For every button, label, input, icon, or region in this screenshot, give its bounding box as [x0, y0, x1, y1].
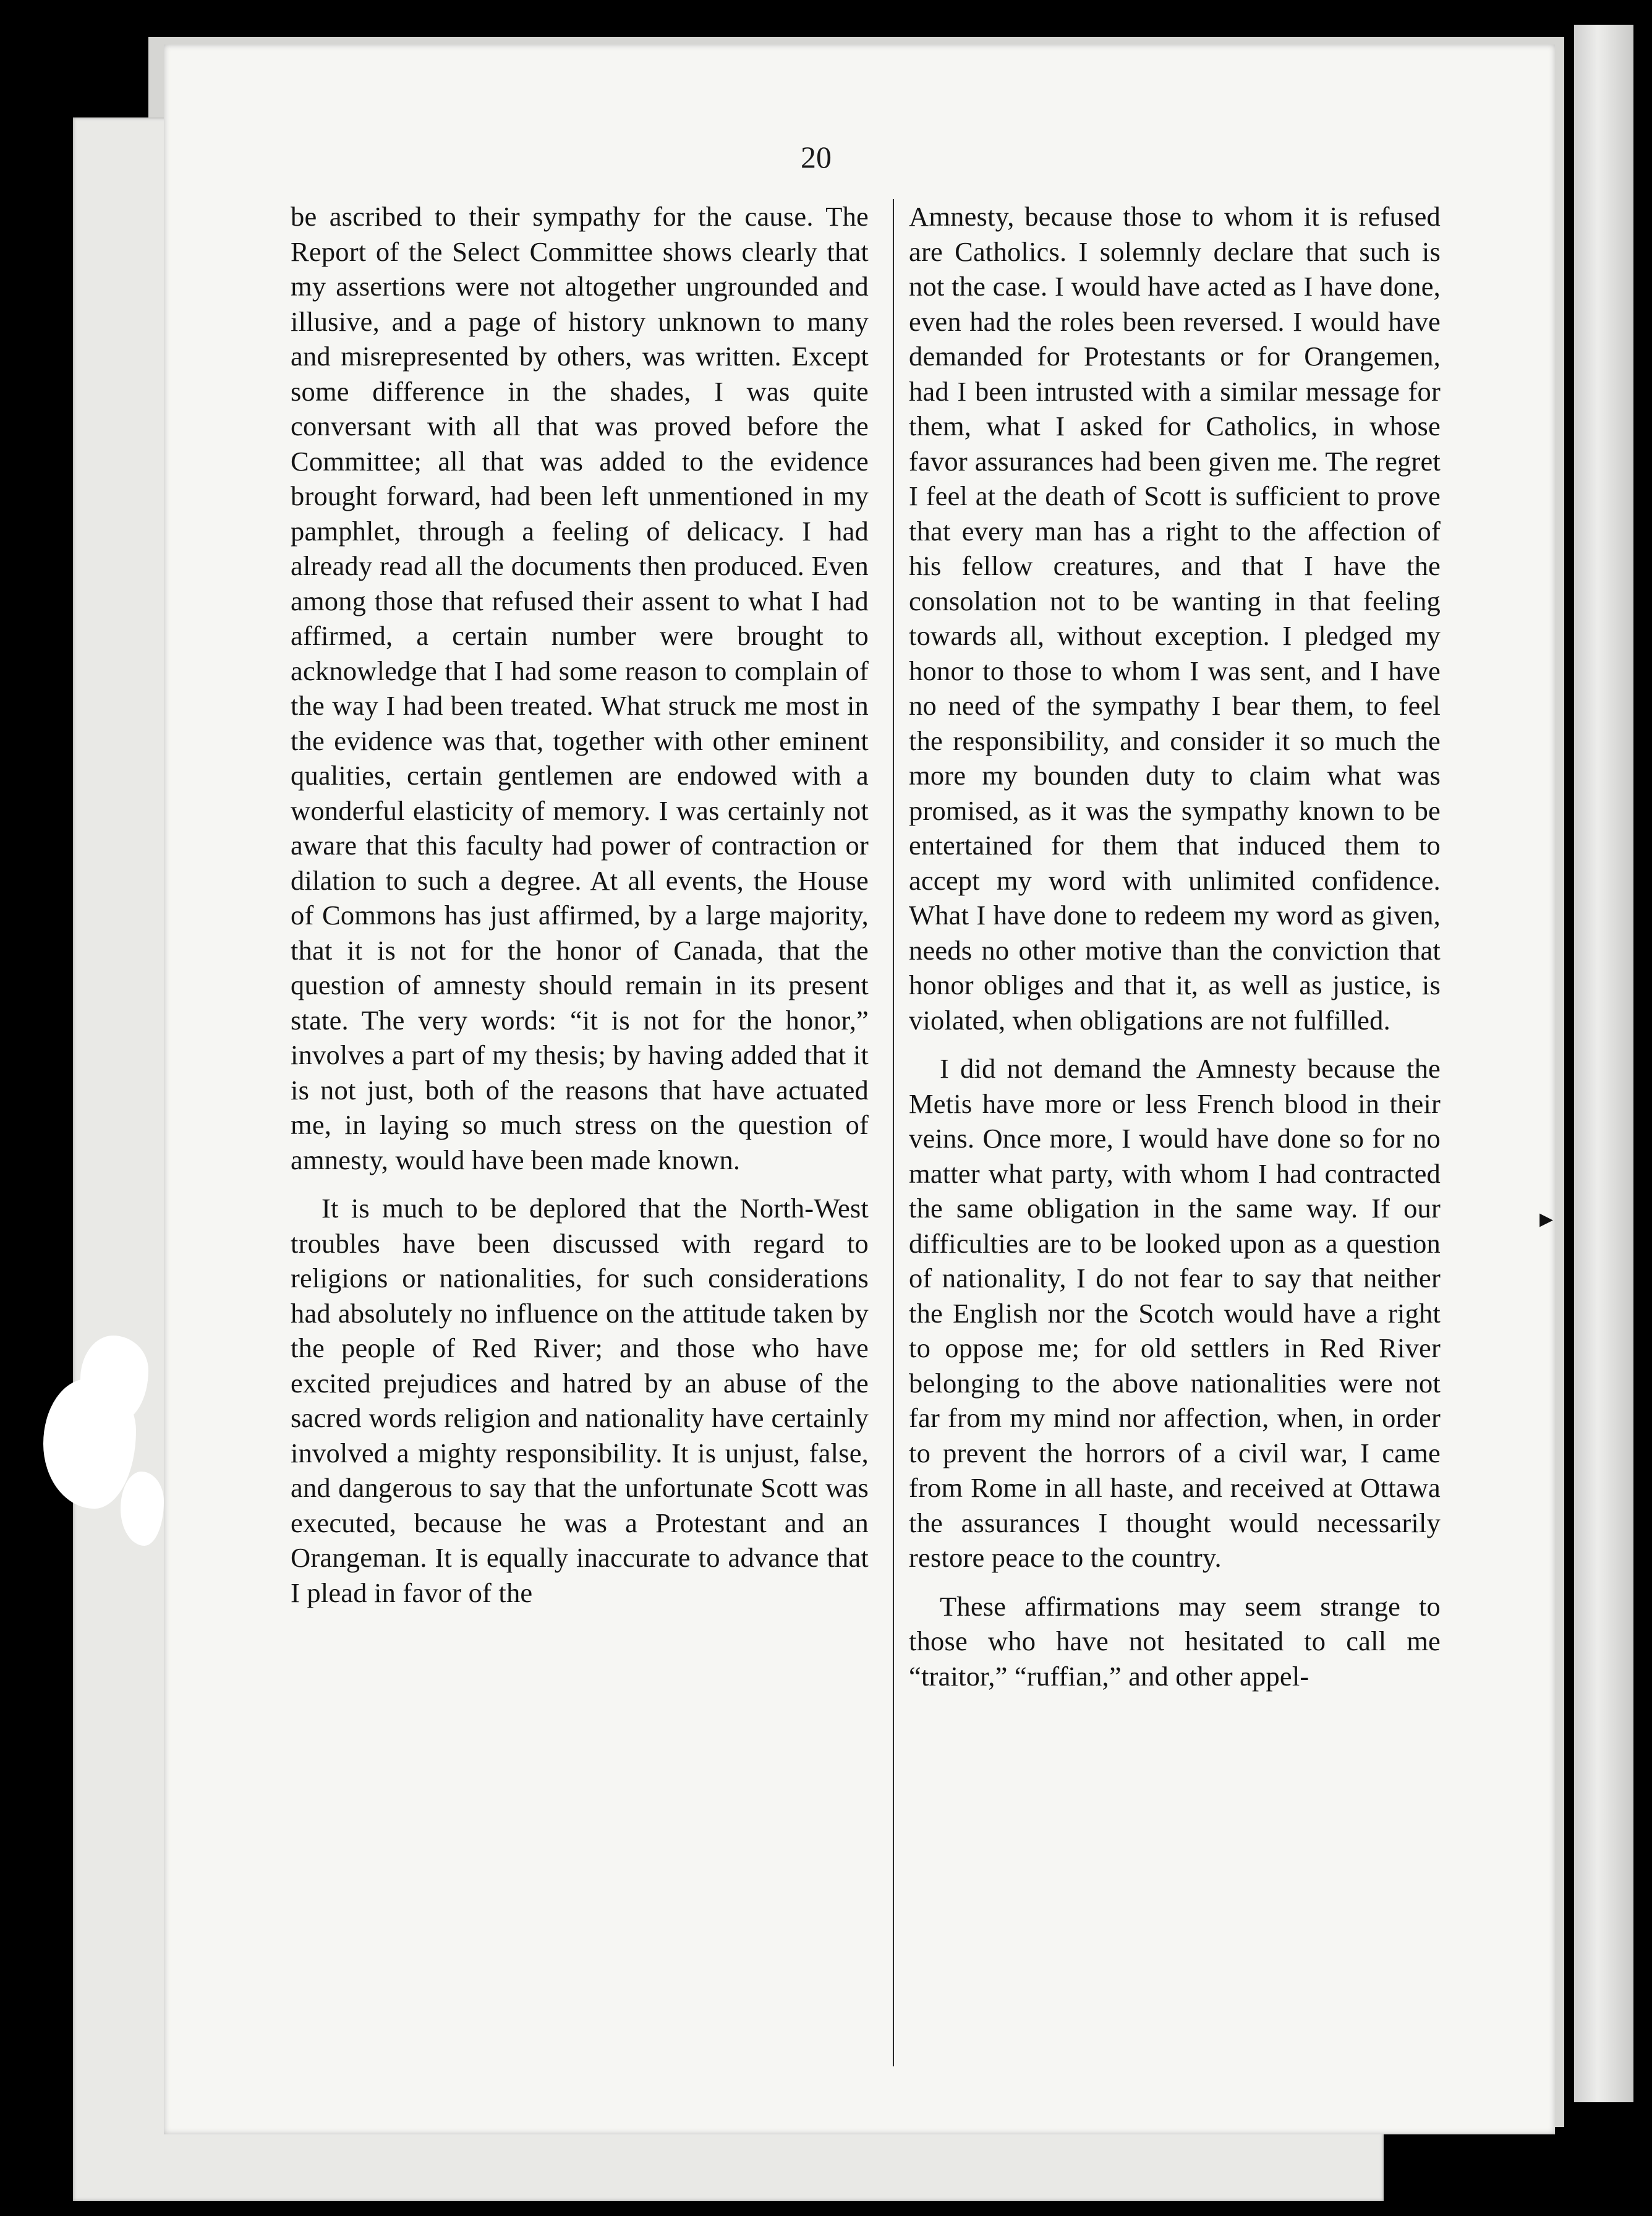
- left-paragraph-2: It is much to be deplored that the North-West troubles have been discussed with regard to religions or nationalities, for such considerations had absolutely no influence on the attitude taken by the people of Red River; and those who have excited prejudices and hatred by an abuse of the sacred words religion and nationality have certainly involved a mighty responsibility. It is unjust, false, and dangerous to say that the unfortunate Scott was executed, because he was a Protestant and an Orangeman. It is equally inaccurate to advance that I plead in favor of the: [291, 1193, 869, 1608]
- left-text-column: [291, 199, 869, 1624]
- margin-arrow-icon: ▸: [1539, 1203, 1554, 1234]
- right-paragraph-2: I did not demand the Amnesty because the Metis have more or less French blood in their veins. Once more, I would have done so for no matter what party, with whom I had contracted the same obligation in the same way. If our difficulties are to be looked upon as a question of nationality, I do not fear to say that neither the English nor the Scotch would have a right to oppose me; for old settlers in Red River belonging to the above nationalities were not far from my mind nor affection, when, in order to prevent the horrors of a civil war, I came from Rome in all haste, and received at Ottawa the assurances I thought would necessarily restore peace to the country.: [909, 1053, 1441, 1573]
- right-text-column: [909, 199, 1441, 1707]
- column-divider: [893, 199, 894, 2066]
- right-paragraph-3: These affirmations may seem strange to those who have not hesitated to call me “traitor,” “ruffian,” and other appel-: [909, 1590, 1441, 1692]
- page-number: 20: [801, 140, 832, 174]
- right-paragraph-1: Amnesty, because those to whom it is refused are Catholics. I solemnly declare that such is not the case. I would have acted as I have done, even had the roles been reversed. I would have demanded for Protestants or for Orangemen, had I been intrusted with a similar message for them, what I asked for Catholics, in whose favor assurances had been given me. The regret I feel at the death of Scott is sufficient to prove that every man has a right to the affection of his fellow creatures, and that I have the consolation not to be wanting in that feeling towards all, without exception. I pledged my honor to those to whom I was sent, and I have no need of the sympathy I bear them, to feel the responsibility, and consider it so much the more my bounden duty to claim what was promised, as it was the sympathy known to be entertained for them that induced them to accept my word with unlimited confidence. What I have done to redeem my word as given, needs no other motive than the conviction that honor obliges and that it, as well as justice, is violated, when obligations are not fulfilled.: [909, 201, 1441, 1036]
- left-paragraph-1: be ascribed to their sympathy for the cause. The Report of the Select Committee shows clearly that my assertions were not altogether ungrounded and illusive, and a page of history unknown to many and misrepresented by others, was written. Except some difference in the shades, I was quite conversant with all that was proved before the Committee; all that was added to the evidence brought forward, had been left unmentioned in my pamphlet, through a feeling of delicacy. I had already read all the documents then produced. Even among those that refused their assent to what I had affirmed, a certain number were brought to acknowledge that I had some reason to complain of the way I had been treated. What struck me most in the evidence was that, together with other eminent qualities, certain gentlemen are endowed with a wonderful elasticity of memory. I was certainly not aware that this faculty had power of contraction or dilation to such a degree. At all events, the House of Commons has just affirmed, by a large majority, that it is not for the honor of Canada, that the question of amnesty should remain in its present state. The very words: “it is not for the honor,” involves a part of my thesis; by having added that it is not just, both of the reasons that have actuated me, in laying so much stress on the question of amnesty, would have been made known.: [291, 201, 869, 1175]
- adjacent-page-edge: [1564, 0, 1652, 2216]
- page-edge-strip: [1574, 25, 1633, 2102]
